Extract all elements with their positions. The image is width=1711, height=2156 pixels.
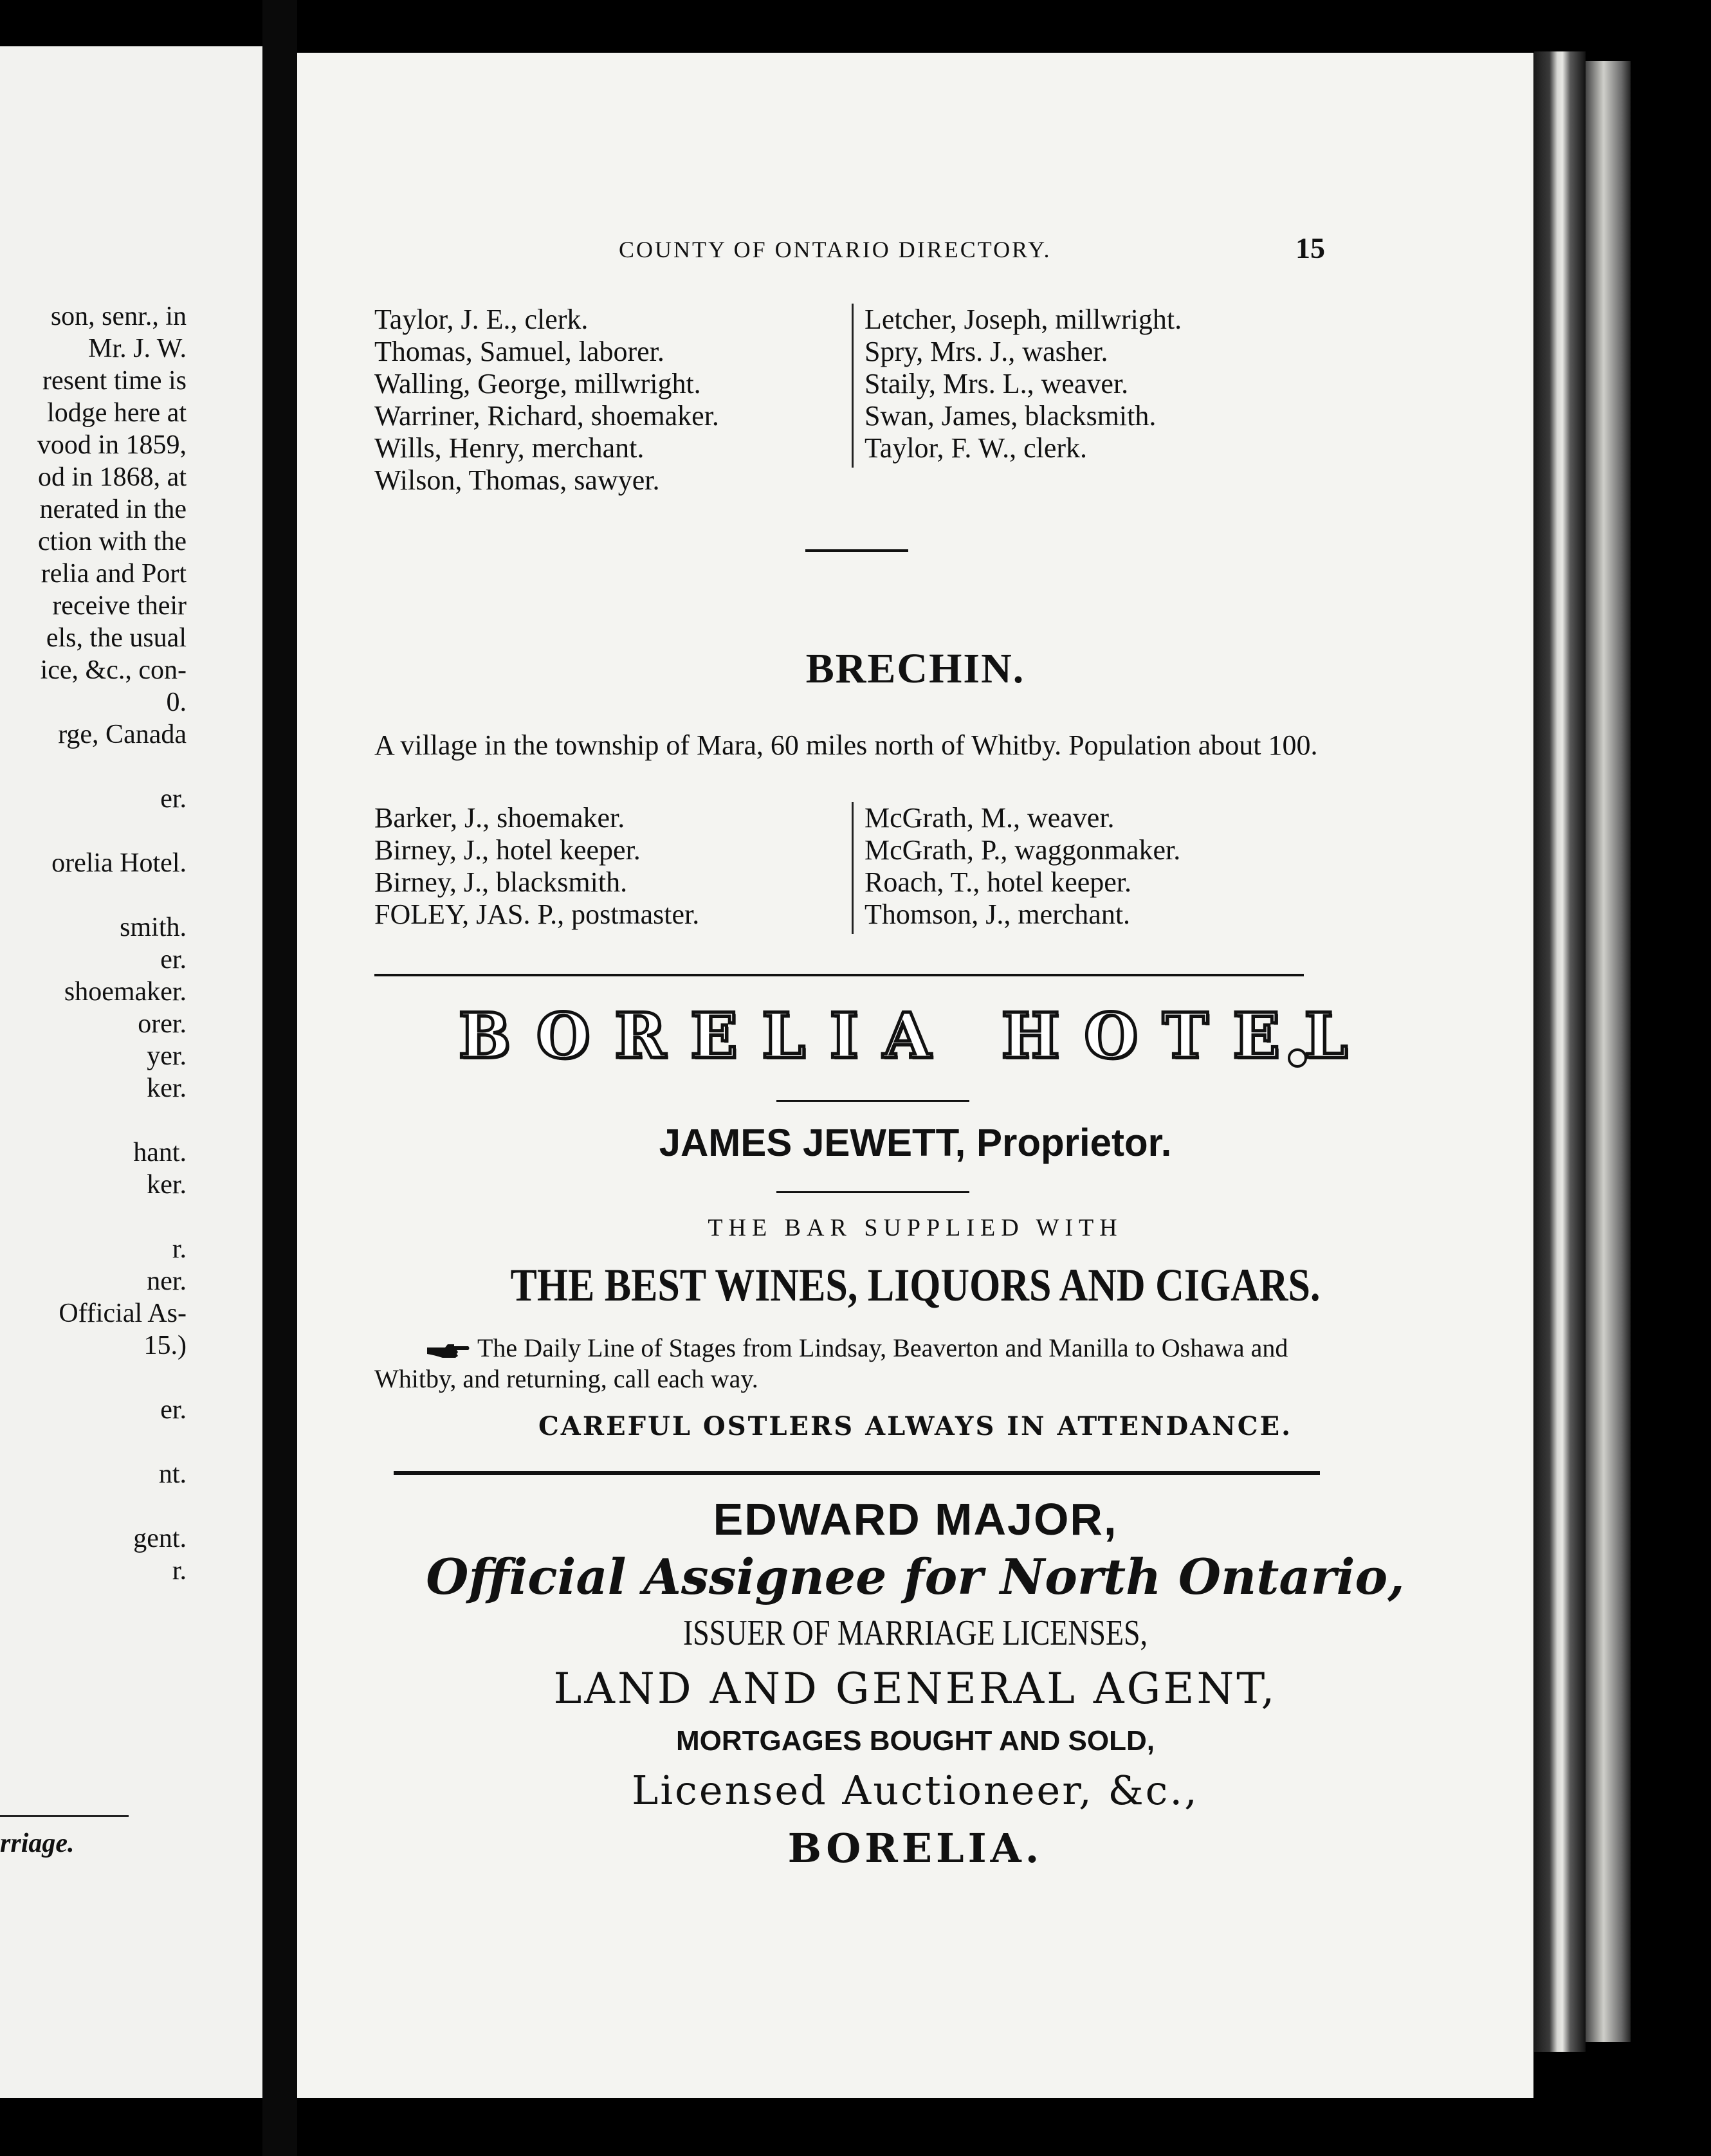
column-divider — [852, 802, 854, 934]
hotel-wines-line: THE BEST WINES, LIQUORS AND CIGARS. — [510, 1259, 1321, 1311]
left-page-line: ner. — [147, 1266, 187, 1296]
entries-left-column — [374, 304, 719, 497]
left-page-line: ker. — [147, 1170, 187, 1200]
left-page-line — [0, 1362, 257, 1394]
entries-right-column — [865, 304, 1182, 464]
directory-entry: Walling, George, millwright. — [374, 368, 701, 399]
ad-divider-rule — [394, 1471, 1320, 1475]
directory-entry: Thomas, Samuel, laborer. — [374, 336, 664, 367]
left-page-rule — [0, 1815, 129, 1817]
hotel-name-period — [1288, 1048, 1307, 1068]
page-header — [297, 232, 1533, 275]
left-page-line: smith. — [120, 913, 187, 942]
brechin-left-column — [374, 802, 699, 931]
left-page-fragment — [0, 46, 262, 2098]
left-page-line: resent time is — [42, 366, 187, 396]
advertiser-agent-line: LAND AND GENERAL AGENT, — [553, 1664, 1277, 1713]
left-page-line — [0, 1490, 257, 1522]
left-page-line: orelia Hotel. — [51, 848, 187, 878]
left-page-line: hant. — [133, 1138, 187, 1167]
advertiser-name: EDWARD MAJOR, — [713, 1494, 1118, 1544]
left-page-line — [0, 879, 257, 911]
left-page-line: relia and Port — [41, 559, 187, 589]
directory-entry: Barker, J., shoemaker. — [374, 802, 625, 834]
section-heading-brechin: BRECHIN. — [805, 645, 1025, 692]
left-page-line — [0, 751, 257, 783]
page-number: 15 — [1295, 232, 1325, 264]
left-page-line: r. — [172, 1234, 187, 1264]
ad-short-rule — [776, 1100, 969, 1102]
hotel-bar-line: THE BAR SUPPLIED WITH — [708, 1214, 1123, 1241]
directory-entry: McGrath, M., weaver. — [865, 802, 1115, 834]
left-page-line: gent. — [133, 1524, 187, 1553]
directory-entry: Wills, Henry, merchant. — [374, 432, 645, 464]
book-page-edges — [1586, 61, 1631, 2042]
left-page-line: r. — [172, 1556, 187, 1585]
left-page-line: od in 1868, at — [38, 462, 187, 492]
hotel-name: BORELIA HOTEL — [458, 1000, 1373, 1072]
page-gutter — [262, 0, 297, 2156]
directory-entry: Staily, Mrs. L., weaver. — [865, 368, 1129, 399]
left-page-text — [0, 300, 257, 1587]
left-page-line — [0, 1201, 257, 1233]
left-page-line — [0, 815, 257, 847]
left-page-line: 0. — [166, 688, 187, 717]
left-page-line: ction with the — [38, 527, 187, 556]
left-page-line: Official As- — [59, 1299, 187, 1328]
left-page-line — [0, 1426, 257, 1458]
advertiser-auctioneer-line: Licensed Auctioneer, &c., — [632, 1767, 1199, 1814]
hotel-stages-notice — [374, 1333, 1339, 1394]
advertiser-title: Official Assignee for North Ontario, — [426, 1548, 1405, 1605]
directory-page — [297, 53, 1533, 2098]
left-page-line: shoemaker. — [64, 977, 187, 1007]
directory-entry: McGrath, P., waggonmaker. — [865, 834, 1181, 866]
advertiser-issuer-line: ISSUER OF MARRIAGE LICENSES, — [682, 1613, 1148, 1653]
left-page-line: rge, Canada — [58, 720, 187, 749]
left-page-line: orer. — [138, 1009, 187, 1039]
left-page-line: er. — [160, 945, 187, 974]
left-page-line: receive their — [52, 591, 187, 621]
ad-top-rule — [374, 974, 1304, 976]
hotel-ostlers-line: CAREFUL OSTLERS ALWAYS IN ATTENDANCE. — [538, 1411, 1293, 1441]
left-page-line: els, the usual — [46, 623, 187, 653]
pointing-hand-icon — [426, 1342, 471, 1359]
left-page-line: son, senr., in — [50, 302, 187, 331]
left-page-line: nerated in the — [39, 495, 187, 524]
running-title: COUNTY OF ONTARIO DIRECTORY. — [619, 237, 1052, 262]
directory-entry: Spry, Mrs. J., washer. — [865, 336, 1108, 367]
directory-entry: Roach, T., hotel keeper. — [865, 866, 1132, 898]
hotel-proprietor: JAMES JEWETT, Proprietor. — [659, 1121, 1172, 1164]
left-page-line: vood in 1859, — [37, 430, 187, 460]
left-page-line — [0, 1104, 257, 1137]
left-page-line: nt. — [158, 1459, 187, 1489]
directory-entry: Letcher, Joseph, millwright. — [865, 304, 1182, 335]
left-page-line: ice, &c., con- — [40, 655, 187, 685]
section-description: A village in the township of Mara, 60 miles north of Whitby. Population about 100. — [374, 729, 1318, 761]
directory-entry: FOLEY, JAS. P., postmaster. — [374, 899, 700, 930]
stages-text: The Daily Line of Stages from Lindsay, Beaverton and Manilla to Oshawa and Whitby, and returning, call each way. — [374, 1333, 1288, 1393]
directory-entry: Wilson, Thomas, sawyer. — [374, 464, 660, 496]
left-page-line: er. — [160, 784, 187, 814]
left-page-line: 15.) — [143, 1331, 187, 1360]
left-page-line: lodge here at — [47, 398, 187, 428]
section-separator — [805, 549, 908, 552]
directory-entry: Warriner, Richard, shoemaker. — [374, 400, 719, 432]
ad-short-rule — [776, 1191, 969, 1193]
directory-entry: Birney, J., hotel keeper. — [374, 834, 641, 866]
directory-entry: Taylor, J. E., clerk. — [374, 304, 589, 335]
brechin-right-column — [865, 802, 1180, 931]
left-page-line: ker. — [147, 1073, 187, 1103]
left-page-line: Mr. J. W. — [88, 334, 187, 363]
directory-entry: Swan, James, blacksmith. — [865, 400, 1157, 432]
left-page-line: yer. — [147, 1041, 187, 1071]
book-binding-edge — [1534, 51, 1586, 2052]
advertiser-town: BORELIA. — [787, 1825, 1043, 1872]
directory-entry: Thomson, J., merchant. — [865, 899, 1131, 930]
directory-entry: Taylor, F. W., clerk. — [865, 432, 1088, 464]
directory-entry: Birney, J., blacksmith. — [374, 866, 628, 898]
left-page-footnote: rriage. — [0, 1829, 75, 1858]
advertiser-mortgages-line: MORTGAGES BOUGHT AND SOLD, — [676, 1725, 1155, 1757]
left-page-line: er. — [160, 1395, 187, 1425]
column-divider — [852, 304, 854, 468]
